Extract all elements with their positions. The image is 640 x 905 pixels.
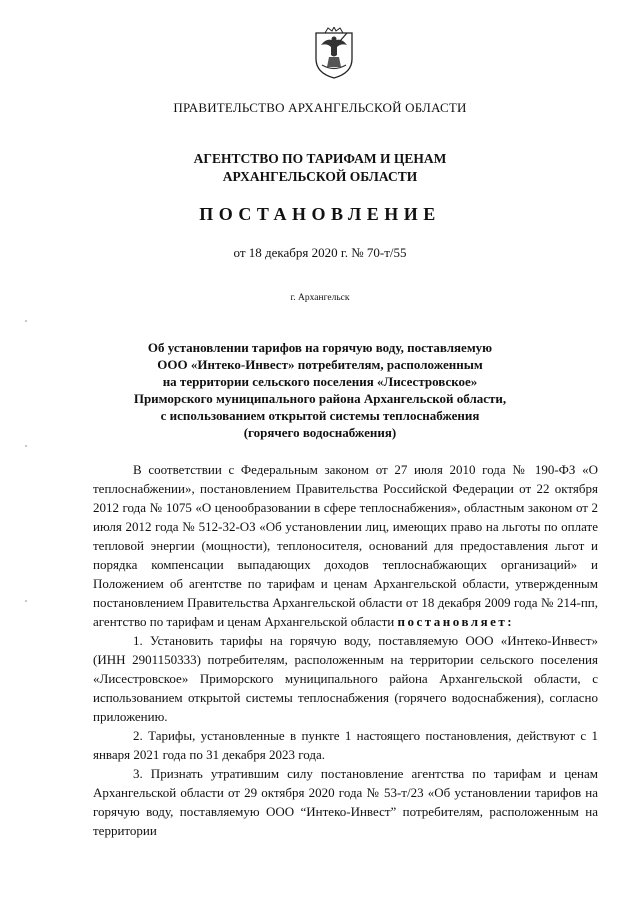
- document-subject: [0, 339, 640, 441]
- item-2-paragraph: 2. Тарифы, установленные в пункте 1 настоящего постановления, действуют с 1 января 2021 года по 31 декабря 2023 года.: [93, 728, 598, 762]
- document-city: г. Архангельск: [290, 293, 350, 303]
- coat-of-arms-emblem: [313, 27, 355, 79]
- scan-margin-mark: [25, 600, 27, 602]
- scan-margin-mark: [25, 445, 27, 447]
- agency-name-line2: АРХАНГЕЛЬСКОЙ ОБЛАСТИ: [222, 169, 418, 184]
- subject-line: ООО «Интеко-Инвест» потребителям, расположенным: [157, 357, 483, 372]
- subject-line: с использованием открытой системы теплоснабжения: [160, 408, 480, 423]
- scan-margin-mark: [25, 320, 27, 322]
- item-3-paragraph: 3. Признать утратившим силу постановление агентства по тарифам и ценам Архангельской области от 29 октября 2020 года № 53-т/23 «Об установлении тарифов на горячую воду, поставляемую ООО “Интеко-Инвест” потребителям, расположенным на территории: [93, 766, 598, 838]
- subject-line: (горячего водоснабжения): [243, 425, 397, 440]
- government-name: ПРАВИТЕЛЬСТВО АРХАНГЕЛЬСКОЙ ОБЛАСТИ: [173, 100, 467, 115]
- agency-name: [0, 150, 640, 186]
- decree-word: постановляет:: [397, 614, 515, 629]
- subject-line: на территории сельского поселения «Лисестровское»: [162, 374, 478, 389]
- subject-line: Приморского муниципального района Архангельской области,: [133, 391, 507, 406]
- preamble-text: В соответствии с Федеральным законом от 27 июля 2010 года № 190-ФЗ «О теплоснабжении», постановлением Правительства Российской Федерации от 22 октября 2012 года № 1075 «О ценообразовании в сфере теплоснабжения», областным законом от 2 июля 2012 года № 512-32-ОЗ «Об установлении лиц, имеющих право на льготы по оплате тепловой энергии (мощности), теплоносителя, оснований для предоставления льгот и порядка компенсации выпадающих доходов теплоснабжающих организаций» и Положением об агентстве по тарифам и ценам Архангельской области, утвержденным постановлением Правительства Архангельской области от 18 декабря 2009 года № 214-пп, агентство по тарифам и ценам Архангельской области: [93, 462, 598, 629]
- document-body: [93, 460, 598, 840]
- preamble-paragraph: [93, 460, 598, 631]
- document-title: ПОСТАНОВЛЕНИЕ: [199, 204, 441, 224]
- item-1-paragraph: 1. Установить тарифы на горячую воду, поставляемую ООО «Интеко-Инвест» (ИНН 2901150333) потребителям, расположенным на территории сельского поселения «Лисестровское» Приморского муниципального района Архангельской области, с использованием открытой системы теплоснабжения (горячего водоснабжения), согласно приложению.: [93, 633, 598, 724]
- subject-line: Об установлении тарифов на горячую воду, поставляемую: [147, 340, 493, 355]
- document-date-number: от 18 декабря 2020 г. № 70-т/55: [233, 245, 407, 260]
- agency-name-line1: АГЕНТСТВО ПО ТАРИФАМ И ЦЕНАМ: [193, 151, 447, 166]
